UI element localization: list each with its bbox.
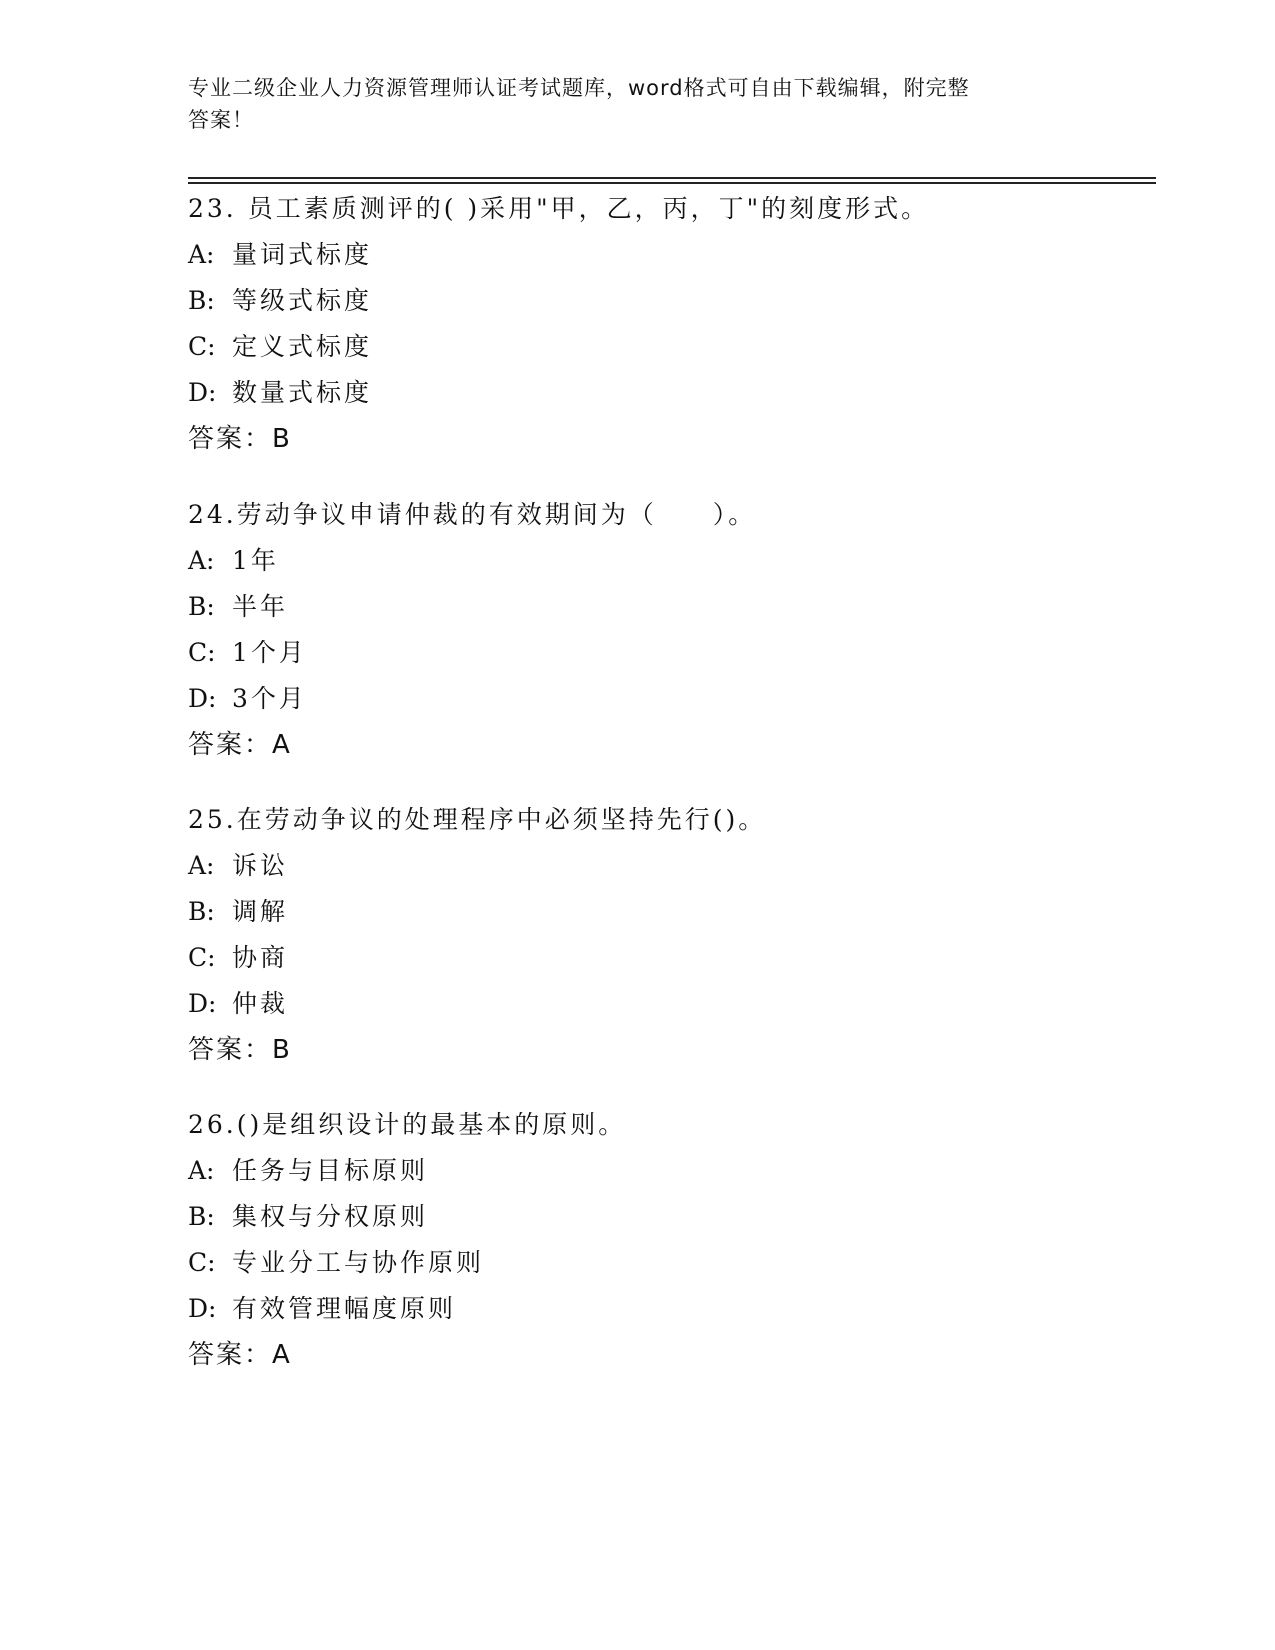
option-key: A: [188, 546, 215, 575]
option-d [188, 676, 1148, 722]
option-key: C: [188, 638, 216, 667]
option-key: D: [188, 378, 217, 407]
question-25 [188, 797, 1148, 1073]
option-c [188, 630, 1148, 676]
question-text: 25.在劳动争议的处理程序中必须坚持先行()。 [188, 805, 767, 834]
option-a [188, 538, 1148, 584]
option-text: 仲裁 [232, 989, 289, 1018]
option-c [188, 1240, 1148, 1286]
option-key: B: [188, 897, 215, 926]
option-c [188, 324, 1148, 370]
option-text: 1个月 [232, 638, 307, 667]
option-text: 量词式标度 [232, 240, 373, 269]
option-key: B: [188, 1202, 215, 1231]
question-text: 26.()是组织设计的最基本的原则。 [188, 1110, 627, 1139]
option-key: D: [188, 684, 217, 713]
option-d [188, 370, 1148, 416]
header-divider-top [188, 177, 1156, 179]
option-text: 3个月 [232, 684, 307, 713]
option-b [188, 1194, 1148, 1240]
option-text: 1年 [232, 546, 279, 575]
option-a [188, 843, 1148, 889]
option-text: 专业分工与协作原则 [232, 1248, 485, 1277]
header-line-1: 专业二级企业人力资源管理师认证考试题库，word格式可自由下载编辑，附完整 [188, 76, 970, 100]
question-26 [188, 1102, 1148, 1378]
option-a [188, 1148, 1148, 1194]
option-text: 协商 [232, 943, 289, 972]
option-key: A: [188, 1156, 215, 1185]
option-d [188, 1286, 1148, 1332]
option-key: C: [188, 943, 216, 972]
option-text: 集权与分权原则 [232, 1202, 429, 1231]
option-key: C: [188, 1248, 216, 1277]
option-text: 半年 [232, 592, 289, 621]
option-text: 调解 [232, 897, 289, 926]
option-key: B: [188, 286, 215, 315]
option-text: 定义式标度 [232, 332, 373, 361]
option-text: 任务与目标原则 [232, 1156, 429, 1185]
answer-line: 答案：A [188, 730, 292, 760]
option-key: C: [188, 332, 216, 361]
document-header [188, 72, 1068, 136]
option-b [188, 278, 1148, 324]
answer-line: 答案：B [188, 424, 292, 454]
answer-line: 答案：B [188, 1035, 292, 1065]
option-text: 数量式标度 [232, 378, 373, 407]
option-b [188, 889, 1148, 935]
option-text: 有效管理幅度原则 [232, 1294, 457, 1323]
option-key: A: [188, 240, 215, 269]
question-text: 24.劳动争议申请仲裁的有效期间为（ ）。 [188, 500, 757, 529]
header-line-2: 答案！ [188, 108, 254, 132]
question-23 [188, 186, 1148, 462]
option-b [188, 584, 1148, 630]
option-text: 等级式标度 [232, 286, 373, 315]
option-c [188, 935, 1148, 981]
question-24 [188, 492, 1148, 768]
answer-line: 答案：A [188, 1340, 292, 1370]
option-key: D: [188, 1294, 217, 1323]
option-text: 诉讼 [232, 851, 289, 880]
option-key: A: [188, 851, 215, 880]
option-a [188, 232, 1148, 278]
question-text: 23. 员工素质测评的( )采用"甲，乙，丙，丁"的刻度形式。 [188, 194, 930, 223]
option-key: B: [188, 592, 215, 621]
option-key: D: [188, 989, 217, 1018]
header-divider-bottom [188, 182, 1156, 184]
option-d [188, 981, 1148, 1027]
